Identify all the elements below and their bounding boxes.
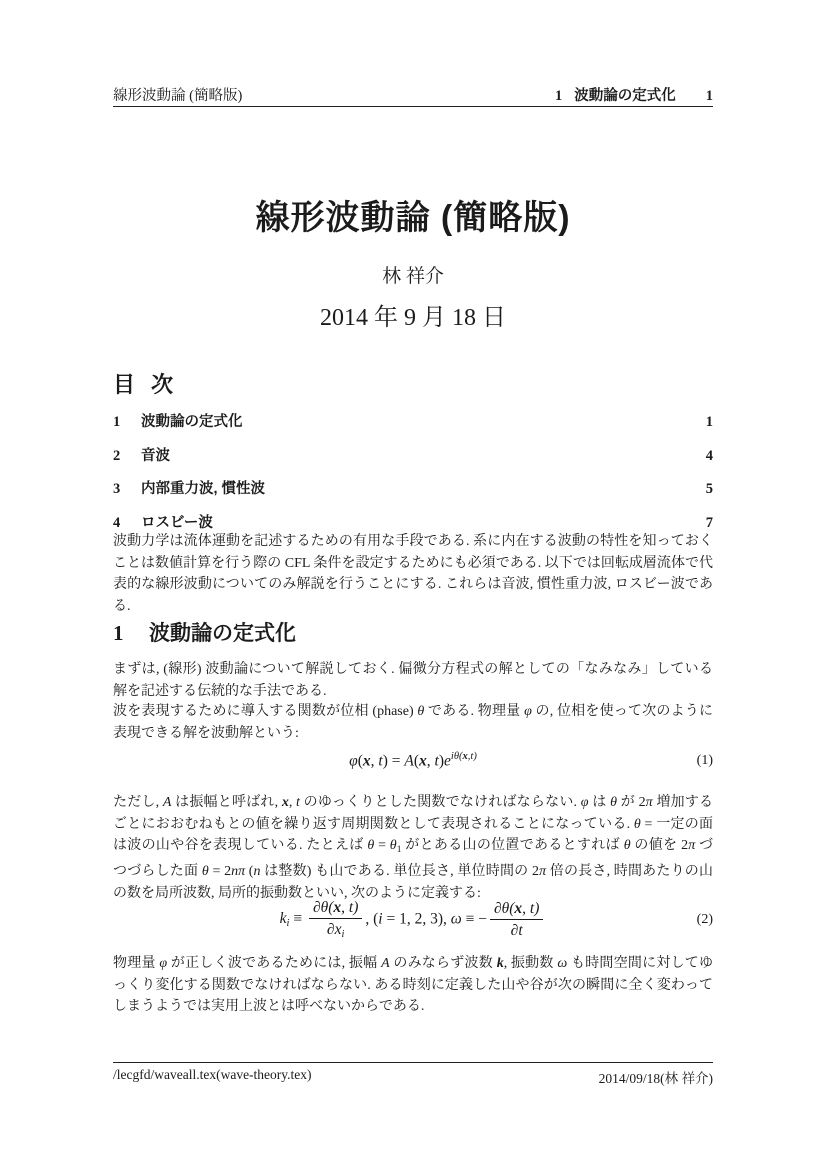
section-1-heading bbox=[113, 617, 713, 647]
running-footer bbox=[113, 1067, 713, 1087]
paragraph-1: まずは, (線形) 波動論について解説しておく. 偏微分方程式の解としての「なみなみ」している解を記述する伝統的な手法である. bbox=[113, 662, 713, 699]
toc-entry-number: 3 bbox=[113, 481, 121, 497]
toc-entry-2 bbox=[113, 444, 713, 478]
toc-entry-label: 音波 bbox=[141, 447, 170, 464]
document-date: 2014 年 9 月 18 日 bbox=[320, 305, 506, 331]
equation-2 bbox=[113, 898, 713, 942]
header-section-title: 波動論の定式化 bbox=[574, 88, 676, 104]
paragraph-4: 物理量 φ が正しく波であるためには, 振幅 A のみならず波数 k, 振動数 ω も時間空間に対してゆっくり変化する関数でなければならない. ある時刻に定義した山や谷が次の瞬間に全く変わってしまうようでは実用上波とは呼べないからである. bbox=[113, 956, 714, 1014]
header-doc-title: 線形波動論 (簡略版) bbox=[113, 88, 243, 104]
toc-entry-page: 5 bbox=[705, 481, 713, 497]
section-1-title: 波動論の定式化 bbox=[149, 622, 296, 645]
document-author: 林 祥介 bbox=[382, 266, 444, 287]
toc-entry-number: 2 bbox=[113, 447, 121, 464]
toc-entry-label: 波動論の定式化 bbox=[141, 414, 243, 430]
toc-entry-label: 内部重力波, 慣性波 bbox=[141, 481, 266, 497]
toc-heading: 目 次 bbox=[113, 372, 174, 397]
toc-entry-3 bbox=[113, 477, 713, 511]
section-1-number: 1 bbox=[113, 621, 124, 645]
footer-rule bbox=[113, 1062, 713, 1063]
equation-2-tag: (2) bbox=[696, 911, 713, 927]
toc-entry-page: 7 bbox=[705, 514, 713, 531]
equation-2-lhs: $k_i$ ≡ bbox=[279, 910, 306, 930]
header-page-number: 1 bbox=[705, 88, 713, 104]
equation-1-tag: (1) bbox=[696, 752, 713, 768]
paragraph-2: 波を表現するために導入する関数が位相 (phase) θ である. 物理量 φ の, 位相を使って次のように表現できる解を波動解という: bbox=[113, 704, 714, 741]
toc-entry-number: 1 bbox=[113, 414, 121, 430]
footer-file-path: /lecgfd/waveall.tex(wave-theory.tex) bbox=[113, 1067, 312, 1082]
intro-paragraph: 波動力学は流体運動を記述するための有用な手段である. 系に内在する波動の特性を知っておくことは数値計算を行う際の CFL 条件を設定するためにも必須である. 以下では回転成層流体で代表的な線形波動についてのみ解説を行うことにする. これらは音波, 慣性重力波, ロスビー波である. bbox=[113, 534, 713, 614]
toc-entry-1 bbox=[113, 410, 713, 444]
equation-1-body: φ(x, t) = A(x, $t)e^{i\theta(x,t)}$ bbox=[349, 751, 477, 770]
toc-entry-label: ロスビー波 bbox=[141, 514, 213, 531]
equation-2-body bbox=[280, 898, 547, 942]
header-section-number: 1 bbox=[555, 88, 563, 104]
header-section-ref bbox=[555, 84, 713, 105]
toc-entry-number: 4 bbox=[113, 514, 121, 531]
header-rule bbox=[113, 106, 713, 107]
document-title: 線形波動論 (簡略版) bbox=[255, 199, 571, 237]
running-header bbox=[113, 84, 713, 105]
toc-entry-page: 4 bbox=[705, 447, 713, 464]
table-of-contents bbox=[113, 410, 713, 544]
fraction-dtheta-dxi: $\frac{\partial\theta(x, t)}{\partial x_i}$ bbox=[309, 898, 362, 942]
equation-1 bbox=[113, 751, 713, 771]
paragraph-3: ただし, A は振幅と呼ばれ, x, t のゆっくりとした関数でなければならない. φ は θ が 2π 増加するごとにおおむねもとの値を繰り返す周期関数として表現されることになっている. θ = 一定の面は波の山や谷を表現している. たとえば $\theta = \theta_1$ がとある山の位置であるとすれば θ の値を 2π づつづらした面 θ = 2nπ (n は整数) も山である. 単位長さ, 単位時間の 2π 倍の長さ, 時間あたりの山の数を局所波数, 局所的振動数といい, 次のように定義する: bbox=[113, 795, 714, 901]
footer-date-author: 2014/09/18(林 祥介) bbox=[598, 1071, 713, 1086]
equation-2-middle: , (i = 1, 2, 3), ω ≡ − bbox=[365, 910, 487, 928]
fraction-dtheta-dt: $\frac{\partial\theta(x, t)}{\partial t}$ bbox=[490, 899, 543, 941]
toc-entry-page: 1 bbox=[705, 414, 713, 430]
